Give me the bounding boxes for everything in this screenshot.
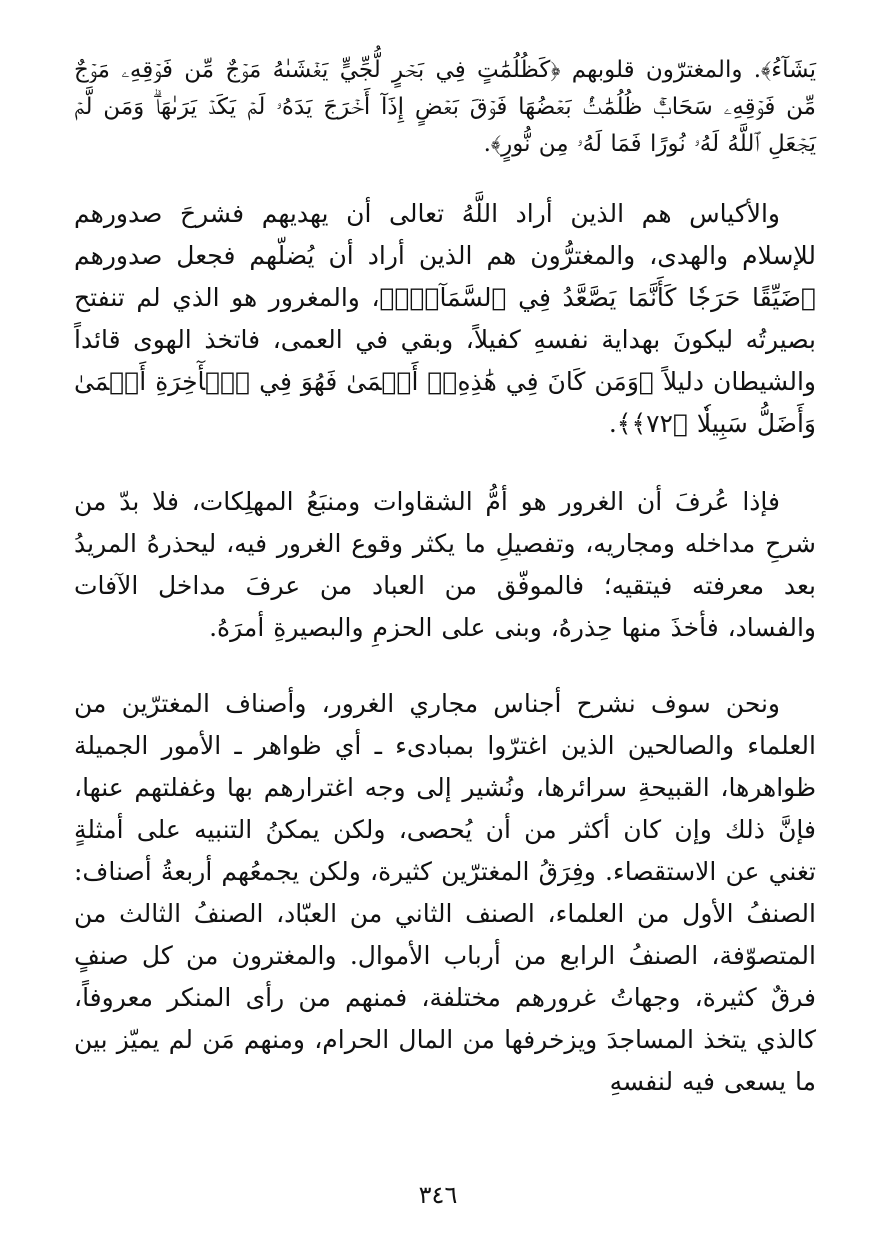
paragraph-quran-continuation: يَشَآءُ﴾. والمغترّون قلوبهم ﴿كَظُلُمَٰتٍ فِي بَحۡرٍ لُّجِّيٍّ يَغۡشَىٰهُ مَوۡجٌ مِّن فَوۡقِهِۦ مَوۡجٌ مِّن فَوۡقِهِۦ سَحَابٌۚ ظُلُمَٰتُۢ بَعۡضُهَا فَوۡقَ بَعۡضٍ إِذَآ أَخۡرَجَ يَدَهُۥ لَمۡ يَكَدۡ يَرَىٰهَاۗ وَمَن لَّمۡ يَجۡعَلِ ٱللَّهُ لَهُۥ نُورًا فَمَا لَهُۥ مِن نُّورٍ﴾. xyxy=(74,57,816,157)
paragraph-categories: ونحن سوف نشرح أجناس مجاري الغرور، وأصناف المغترّين من العلماء والصالحين الذين اغترّوا بمبادىء ـ أي ظواهر ـ الأمور الجميلة ظواهرها، القبيحةِ سرائرها، ونُشير إلى وجه اغترارهم بها وغفلتهم عنها، فإنَّ ذلك وإن كان أكثر من أن يُحصى، ولكن يمكنُ التنبيه على أمثلةٍ تغني عن الاستقصاء. وفِرَقُ المغترّين كثيرة، ولكن يجمعُهم أربعةُ أصناف: الصنفُ الأول من العلماء، الصنف الثاني من العبّاد، الصنفُ الثالث من المتصوّفة، الصنفُ الرابع من أرباب الأموال. والمغترون من كل صنفٍ فرقٌ كثيرة، وجهاتُ غرورهم مختلفة، فمنهم من رأى المنكر معروفاً، كالذي يتخذ المساجدَ ويزخرفها من المال الحرام، ومنهم مَن لم يميّز بين ما يسعى فيه لنفسهِ xyxy=(74,689,816,1096)
body-text xyxy=(74,52,816,1103)
paragraph-akyas: والأكياس هم الذين أراد اللَّهُ تعالى أن يهديهم فشرحَ صدورهم للإسلام والهدى، والمغترُّون هم الذين أراد أن يُضلّهم فجعل صدورهم ﴿ضَيِّقًا حَرَجٗا كَأَنَّمَا يَصَّعَّدُ فِي ٱلسَّمَآءِۚ﴾، والمغرور هو الذي لم تنفتح بصيرتُه ليكونَ بهداية نفسهِ كفيلاً، وبقي في العمى، فاتخذ الهوى قائداً والشيطان دليلاً ﴿وَمَن كَانَ فِي هَٰذِهِۦٓ أَعۡمَىٰ فَهُوَ فِي ٱلۡأٓخِرَةِ أَعۡمَىٰ وَأَضَلُّ سَبِيلٗا ﴿٧٢﴾﴾. xyxy=(74,199,816,438)
page-number: ٣٤٦ xyxy=(418,1181,458,1209)
paragraph-ghurur-definition: فإذا عُرفَ أن الغرور هو أمُّ الشقاوات ومنبَعُ المهلِكات، فلا بدّ من شرحِ مداخله ومجاريه، وتفصيلِ ما يكثر وقوع الغرور فيه، ليحذرهُ المريدُ بعد معرفته فيتقيه؛ فالموفّق من العباد من عرفَ مداخل الآفات والفساد، فأخذَ منها حِذرهُ، وبنى على الحزمِ والبصيرةِ أمرَهُ. xyxy=(74,487,816,642)
